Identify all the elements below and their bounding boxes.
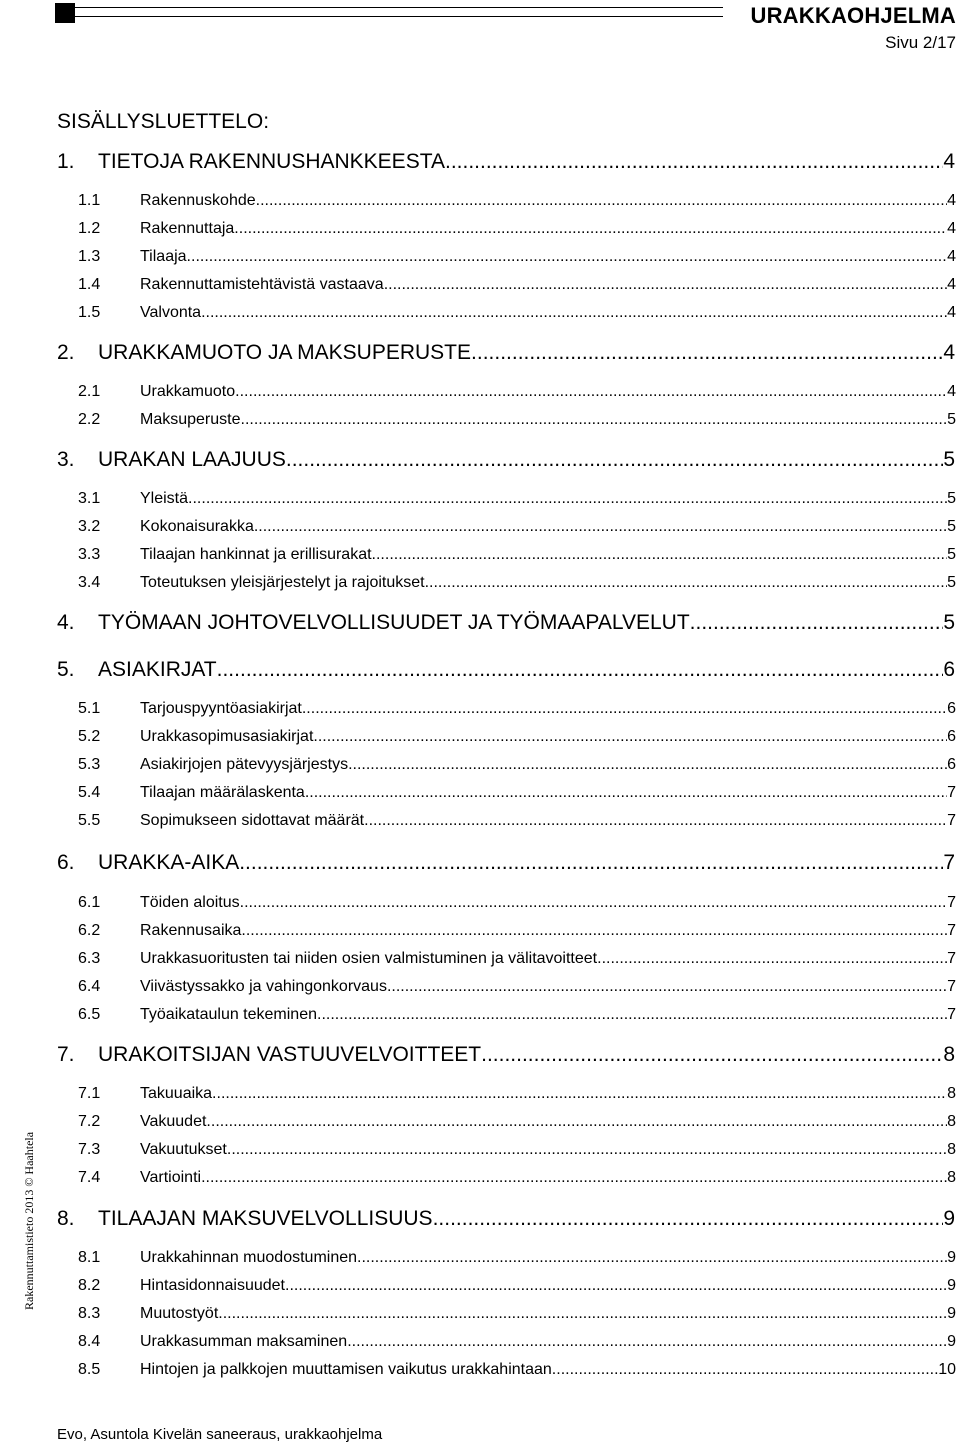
page-footer: Evo, Asuntola Kivelän saneeraus, urakkaohjelma bbox=[57, 1426, 383, 1443]
toc-entry-number: 8.1 bbox=[78, 1249, 101, 1266]
toc-entry-page: 7 bbox=[947, 978, 956, 995]
toc-entry-title: Rakennuttaja bbox=[140, 220, 235, 237]
toc-dot-leader bbox=[187, 248, 948, 266]
toc-entry-number: 3.3 bbox=[78, 546, 101, 563]
toc-subsection-entry[interactable] bbox=[57, 812, 959, 830]
toc-entry-page: 5 bbox=[947, 574, 956, 591]
toc-entry-title: Tilaajan määrälaskenta bbox=[140, 784, 305, 801]
toc-entry-title: Urakkasumman maksaminen bbox=[140, 1333, 348, 1350]
toc-entry-number: 2.2 bbox=[78, 411, 101, 428]
toc-entry-page: 8 bbox=[947, 1113, 956, 1130]
toc-section-entry[interactable] bbox=[57, 1043, 959, 1067]
toc-entry-title: Vakuudet bbox=[140, 1113, 207, 1130]
toc-entry-number: 7.3 bbox=[78, 1141, 101, 1158]
toc-entry-number: 5.4 bbox=[78, 784, 101, 801]
toc-entry-number: 1.4 bbox=[78, 276, 101, 293]
toc-entry-title: URAKAN LAAJUUS bbox=[98, 448, 286, 471]
toc-entry-page: 8 bbox=[947, 1141, 956, 1158]
toc-entry-title: ASIAKIRJAT bbox=[98, 658, 217, 681]
toc-entry-number: 3.4 bbox=[78, 574, 101, 591]
toc-subsection-entry[interactable] bbox=[57, 248, 959, 266]
toc-section-entry[interactable] bbox=[57, 1207, 959, 1231]
toc-entry-number: 5. bbox=[57, 658, 75, 681]
toc-entry-number: 4. bbox=[57, 611, 75, 634]
toc-entry-title: Tilaajan hankinnat ja erillisurakat bbox=[140, 546, 372, 563]
toc-entry-number: 1.1 bbox=[78, 192, 101, 209]
toc-dot-leader bbox=[240, 894, 947, 912]
toc-dot-leader bbox=[313, 728, 947, 746]
toc-entry-title: Vartiointi bbox=[140, 1169, 202, 1186]
toc-subsection-entry[interactable] bbox=[57, 1169, 959, 1187]
toc-entry-page: 7 bbox=[947, 922, 956, 939]
toc-entry-page: 10 bbox=[938, 1361, 956, 1378]
toc-entry-page: 5 bbox=[947, 411, 956, 428]
toc-dot-leader bbox=[552, 1361, 938, 1379]
toc-entry-number: 5.1 bbox=[78, 700, 101, 717]
toc-subsection-entry[interactable] bbox=[57, 1085, 959, 1103]
toc-dot-leader bbox=[384, 276, 947, 294]
toc-entry-page: 5 bbox=[947, 518, 956, 535]
toc-entry-page: 4 bbox=[947, 383, 956, 400]
toc-section-entry[interactable] bbox=[57, 150, 959, 174]
toc-entry-title: Vakuutukset bbox=[140, 1141, 227, 1158]
toc-entry-page: 7 bbox=[947, 894, 956, 911]
toc-entry-page: 6 bbox=[947, 700, 956, 717]
toc-entry-number: 6.3 bbox=[78, 950, 101, 967]
toc-subsection-entry[interactable] bbox=[57, 1141, 959, 1159]
toc-entry-page: 9 bbox=[947, 1305, 956, 1322]
toc-entry-title: TIETOJA RAKENNUSHANKKEESTA bbox=[98, 150, 445, 173]
toc-subsection-entry[interactable] bbox=[57, 383, 959, 401]
toc-entry-page: 4 bbox=[947, 304, 956, 321]
toc-dot-leader bbox=[241, 411, 948, 429]
toc-subsection-entry[interactable] bbox=[57, 922, 959, 940]
toc-entry-title: Urakkasuoritusten tai niiden osien valmistuminen ja välitavoitteet bbox=[140, 950, 598, 967]
toc-entry-number: 1. bbox=[57, 150, 75, 173]
toc-section-entry[interactable] bbox=[57, 341, 959, 365]
toc-subsection-entry[interactable] bbox=[57, 1361, 959, 1379]
toc-dot-leader bbox=[188, 490, 947, 508]
toc-subsection-entry[interactable] bbox=[57, 276, 959, 294]
toc-subsection-entry[interactable] bbox=[57, 304, 959, 322]
toc-entry-page: 8 bbox=[947, 1085, 956, 1102]
toc-entry-number: 6.4 bbox=[78, 978, 101, 995]
toc-subsection-entry[interactable] bbox=[57, 728, 959, 746]
toc-entry-title: Viivästyssakko ja vahingonkorvaus bbox=[140, 978, 387, 995]
toc-dot-leader bbox=[302, 700, 947, 718]
toc-dot-leader bbox=[690, 611, 944, 635]
side-copyright-note: Rakennuttamistieto 2013 © Haahtela bbox=[22, 1131, 36, 1310]
toc-entry-title: Asiakirjojen pätevyysjärjestys bbox=[140, 756, 349, 773]
toc-dot-leader bbox=[227, 1141, 947, 1159]
toc-dot-leader bbox=[425, 574, 948, 592]
toc-entry-page: 5 bbox=[943, 448, 955, 471]
toc-entry-page: 8 bbox=[947, 1169, 956, 1186]
toc-entry-title: Rakennuttamistehtävistä vastaava bbox=[140, 276, 384, 293]
toc-entry-page: 4 bbox=[943, 150, 955, 173]
toc-entry-page: 9 bbox=[947, 1333, 956, 1350]
toc-entry-page: 4 bbox=[947, 248, 956, 265]
toc-entry-title: Hintojen ja palkkojen muuttamisen vaikutus urakkahintaan bbox=[140, 1361, 552, 1378]
toc-entry-page: 4 bbox=[947, 220, 956, 237]
toc-entry-number: 1.5 bbox=[78, 304, 101, 321]
toc-entry-number: 5.5 bbox=[78, 812, 101, 829]
toc-subsection-entry[interactable] bbox=[57, 1333, 959, 1351]
toc-entry-title: Urakkahinnan muodostuminen bbox=[140, 1249, 358, 1266]
toc-entry-number: 2.1 bbox=[78, 383, 101, 400]
toc-entry-page: 5 bbox=[947, 546, 956, 563]
toc-entry-title: TILAAJAN MAKSUVELVOLLISUUS bbox=[98, 1207, 433, 1230]
toc-entry-title: Rakennuskohde bbox=[140, 192, 256, 209]
toc-entry-page: 5 bbox=[947, 490, 956, 507]
toc-subsection-entry[interactable] bbox=[57, 1006, 959, 1024]
toc-dot-leader bbox=[212, 1085, 947, 1103]
toc-subsection-entry[interactable] bbox=[57, 700, 959, 718]
document-title: URAKKAOHJELMA bbox=[750, 3, 956, 28]
toc-entry-page: 9 bbox=[947, 1249, 956, 1266]
toc-entry-title: Rakennusaika bbox=[140, 922, 242, 939]
toc-entry-number: 7.1 bbox=[78, 1085, 101, 1102]
toc-entry-title: URAKKAMUOTO JA MAKSUPERUSTE bbox=[98, 341, 472, 364]
toc-entry-page: 4 bbox=[947, 276, 956, 293]
toc-entry-page: 6 bbox=[947, 756, 956, 773]
toc-dot-leader bbox=[218, 1305, 947, 1323]
header-rule bbox=[55, 7, 723, 17]
toc-dot-leader bbox=[201, 1169, 947, 1187]
toc-entry-page: 7 bbox=[947, 812, 956, 829]
toc-dot-leader bbox=[239, 851, 943, 875]
toc-entry-page: 7 bbox=[947, 1006, 956, 1023]
toc-entry-title: Tarjouspyyntöasiakirjat bbox=[140, 700, 302, 717]
toc-entry-number: 8.3 bbox=[78, 1305, 101, 1322]
toc-subsection-entry[interactable] bbox=[57, 192, 959, 210]
toc-dot-leader bbox=[206, 1113, 947, 1131]
toc-entry-page: 7 bbox=[947, 784, 956, 801]
toc-entry-number: 7.4 bbox=[78, 1169, 101, 1186]
toc-entry-title: Työaikataulun tekeminen bbox=[140, 1006, 317, 1023]
toc-section-entry[interactable] bbox=[57, 448, 959, 472]
toc-subsection-entry[interactable] bbox=[57, 1305, 959, 1323]
toc-dot-leader bbox=[235, 383, 947, 401]
toc-entry-number: 6.1 bbox=[78, 894, 101, 911]
toc-entry-page: 5 bbox=[943, 611, 955, 634]
toc-entry-number: 8.2 bbox=[78, 1277, 101, 1294]
toc-subsection-entry[interactable] bbox=[57, 756, 959, 774]
toc-entry-title: Yleistä bbox=[140, 490, 189, 507]
toc-entry-page: 4 bbox=[943, 341, 955, 364]
toc-section-entry[interactable] bbox=[57, 658, 959, 682]
toc-dot-leader bbox=[597, 950, 947, 968]
toc-entry-title: Urakkamuoto bbox=[140, 383, 236, 400]
toc-entry-title: URAKKA-AIKA bbox=[98, 851, 240, 874]
toc-entry-number: 7. bbox=[57, 1043, 75, 1066]
toc-entry-title: Maksuperuste bbox=[140, 411, 241, 428]
toc-entry-title: Takuuaika bbox=[140, 1085, 213, 1102]
toc-subsection-entry[interactable] bbox=[57, 220, 959, 238]
toc-subsection-entry[interactable] bbox=[57, 411, 959, 429]
toc-entry-number: 2. bbox=[57, 341, 75, 364]
toc-subsection-entry[interactable] bbox=[57, 490, 959, 508]
toc-heading: SISÄLLYSLUETTELO: bbox=[57, 110, 270, 133]
toc-entry-number: 5.3 bbox=[78, 756, 101, 773]
toc-entry-number: 8. bbox=[57, 1207, 75, 1230]
toc-subsection-entry[interactable] bbox=[57, 950, 959, 968]
toc-subsection-entry[interactable] bbox=[57, 574, 959, 592]
toc-entry-page: 9 bbox=[947, 1277, 956, 1294]
toc-entry-page: 6 bbox=[947, 728, 956, 745]
toc-subsection-entry[interactable] bbox=[57, 1249, 959, 1267]
toc-dot-leader bbox=[445, 150, 943, 174]
toc-entry-number: 1.3 bbox=[78, 248, 101, 265]
toc-dot-leader bbox=[201, 304, 947, 322]
toc-subsection-entry[interactable] bbox=[57, 518, 959, 536]
toc-entry-page: 9 bbox=[943, 1207, 955, 1230]
toc-dot-leader bbox=[364, 812, 947, 830]
toc-entry-title: Toteutuksen yleisjärjestelyt ja rajoitukset bbox=[140, 574, 425, 591]
toc-dot-leader bbox=[372, 546, 948, 564]
toc-dot-leader bbox=[305, 784, 947, 802]
toc-subsection-entry[interactable] bbox=[57, 784, 959, 802]
toc-dot-leader bbox=[234, 220, 947, 238]
toc-dot-leader bbox=[387, 978, 947, 996]
toc-dot-leader bbox=[285, 1277, 947, 1295]
toc-entry-number: 1.2 bbox=[78, 220, 101, 237]
toc-dot-leader bbox=[217, 658, 944, 682]
toc-entry-title: Töiden aloitus bbox=[140, 894, 240, 911]
toc-section-entry[interactable] bbox=[57, 611, 959, 635]
toc-entry-number: 8.5 bbox=[78, 1361, 101, 1378]
toc-entry-number: 3. bbox=[57, 448, 75, 471]
toc-entry-number: 6.5 bbox=[78, 1006, 101, 1023]
toc-entry-title: TYÖMAAN JOHTOVELVOLLISUUDET JA TYÖMAAPALVELUT bbox=[98, 611, 690, 634]
toc-entry-title: URAKOITSIJAN VASTUUVELVOITTEET bbox=[98, 1043, 482, 1066]
toc-entry-title: Sopimukseen sidottavat määrät bbox=[140, 812, 365, 829]
toc-entry-number: 8.4 bbox=[78, 1333, 101, 1350]
toc-dot-leader bbox=[357, 1249, 947, 1267]
toc-entry-page: 7 bbox=[947, 950, 956, 967]
toc-dot-leader bbox=[348, 756, 947, 774]
toc-entry-number: 3.1 bbox=[78, 490, 101, 507]
toc-dot-leader bbox=[433, 1207, 944, 1231]
toc-entry-page: 7 bbox=[943, 851, 955, 874]
toc-section-entry[interactable] bbox=[57, 851, 959, 875]
toc-entry-number: 5.2 bbox=[78, 728, 101, 745]
toc-dot-leader bbox=[256, 192, 947, 210]
toc-dot-leader bbox=[254, 518, 947, 536]
toc-entry-title: Muutostyöt bbox=[140, 1305, 219, 1322]
toc-entry-title: Urakkasopimusasiakirjat bbox=[140, 728, 314, 745]
toc-dot-leader bbox=[471, 341, 943, 365]
toc-entry-number: 6.2 bbox=[78, 922, 101, 939]
toc-entry-page: 6 bbox=[943, 658, 955, 681]
toc-subsection-entry[interactable] bbox=[57, 1277, 959, 1295]
toc-entry-page: 8 bbox=[943, 1043, 955, 1066]
toc-subsection-entry[interactable] bbox=[57, 978, 959, 996]
toc-entry-title: Kokonaisurakka bbox=[140, 518, 254, 535]
toc-entry-title: Valvonta bbox=[140, 304, 202, 321]
toc-entry-title: Tilaaja bbox=[140, 248, 187, 265]
toc-entry-number: 3.2 bbox=[78, 518, 101, 535]
page-number: Sivu 2/17 bbox=[885, 33, 956, 52]
toc-entry-number: 6. bbox=[57, 851, 75, 874]
toc-dot-leader bbox=[317, 1006, 947, 1024]
toc-entry-page: 4 bbox=[947, 192, 956, 209]
toc-subsection-entry[interactable] bbox=[57, 1113, 959, 1131]
toc-subsection-entry[interactable] bbox=[57, 894, 959, 912]
toc-subsection-entry[interactable] bbox=[57, 546, 959, 564]
toc-entry-number: 7.2 bbox=[78, 1113, 101, 1130]
toc-dot-leader bbox=[481, 1043, 943, 1067]
toc-dot-leader bbox=[347, 1333, 947, 1351]
toc-entry-title: Hintasidonnaisuudet bbox=[140, 1277, 285, 1294]
toc-dot-leader bbox=[241, 922, 947, 940]
toc-dot-leader bbox=[286, 448, 943, 472]
